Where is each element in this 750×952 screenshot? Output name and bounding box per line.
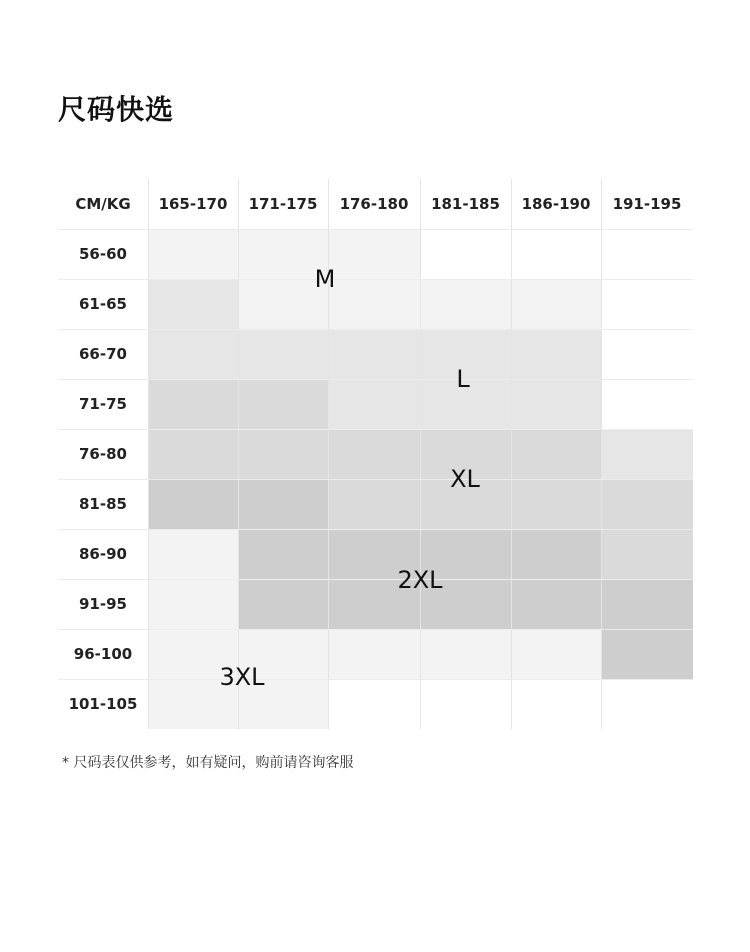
weight-row-header: 61-65: [79, 295, 127, 313]
size-cell-l: [148, 279, 238, 329]
column-divider: [328, 179, 329, 729]
weight-row-header: 71-75: [79, 395, 127, 413]
size-cell-m: [328, 229, 420, 279]
size-cell-m: [148, 229, 238, 279]
weight-row-header: 101-105: [68, 695, 138, 713]
size-cell-l: [601, 429, 693, 479]
size-cell-xxl: [148, 479, 238, 529]
size-cell-xl: [328, 479, 420, 529]
column-divider: [420, 179, 421, 729]
size-cell-xxxl: [148, 529, 238, 579]
weight-row-header: 96-100: [73, 645, 133, 663]
size-cell-l: [511, 379, 601, 429]
size-cell-xxl: [511, 579, 601, 629]
column-divider: [238, 179, 239, 729]
row-divider: [58, 229, 693, 230]
size-label-xxxl: 3XL: [219, 663, 265, 691]
size-cell-xl: [511, 429, 601, 479]
row-divider: [58, 579, 693, 580]
size-cell-l: [328, 329, 420, 379]
size-cell-xxl: [238, 579, 328, 629]
column-divider: [601, 179, 602, 729]
size-cell-xxxl: [511, 629, 601, 679]
size-cell-xxl: [511, 529, 601, 579]
size-cell-xxxl: [420, 629, 511, 679]
row-divider: [58, 629, 693, 630]
size-cell-m: [420, 279, 511, 329]
size-cell-l: [511, 329, 601, 379]
size-label-m: M: [314, 265, 336, 293]
size-chart-table: [58, 179, 693, 729]
size-cell-xxl: [238, 479, 328, 529]
row-divider: [58, 329, 693, 330]
corner-header: CM/KG: [75, 195, 131, 213]
row-divider: [58, 679, 693, 680]
size-cell-xxxl: [148, 579, 238, 629]
size-label-xl: XL: [450, 465, 480, 493]
disclaimer-note: * 尺码表仅供参考，如有疑问，购前请咨询客服: [62, 755, 354, 771]
height-column-header: 165-170: [158, 195, 228, 213]
weight-row-header: 81-85: [79, 495, 127, 513]
page-title: 尺码快选: [58, 93, 175, 126]
row-divider: [58, 379, 693, 380]
size-label-xxl: 2XL: [397, 566, 443, 594]
column-divider: [148, 179, 149, 729]
row-divider: [58, 429, 693, 430]
row-divider: [58, 479, 693, 480]
size-cell-xl: [148, 379, 238, 429]
size-cell-xl: [511, 479, 601, 529]
size-cell-xxl: [601, 629, 693, 679]
weight-row-header: 56-60: [79, 245, 127, 263]
size-cell-m: [511, 279, 601, 329]
height-column-header: 186-190: [521, 195, 591, 213]
size-cell-xl: [238, 429, 328, 479]
weight-row-header: 91-95: [79, 595, 127, 613]
row-divider: [58, 279, 693, 280]
height-column-header: 171-175: [248, 195, 318, 213]
size-cell-xxl: [601, 579, 693, 629]
height-column-header: 191-195: [612, 195, 682, 213]
size-cell-xxxl: [328, 629, 420, 679]
weight-row-header: 86-90: [79, 545, 127, 563]
size-cell-xl: [148, 429, 238, 479]
size-cell-xl: [328, 429, 420, 479]
row-divider: [58, 529, 693, 530]
size-cell-xl: [238, 379, 328, 429]
size-cell-m: [328, 279, 420, 329]
height-column-header: 176-180: [339, 195, 409, 213]
size-cell-l: [238, 329, 328, 379]
size-label-l: L: [456, 365, 470, 393]
weight-row-header: 76-80: [79, 445, 127, 463]
size-cell-l: [148, 329, 238, 379]
size-cell-xxl: [238, 529, 328, 579]
column-divider: [511, 179, 512, 729]
size-cell-xl: [601, 529, 693, 579]
height-column-header: 181-185: [431, 195, 500, 213]
size-cell-l: [328, 379, 420, 429]
size-cell-xl: [601, 479, 693, 529]
weight-row-header: 66-70: [79, 345, 127, 363]
